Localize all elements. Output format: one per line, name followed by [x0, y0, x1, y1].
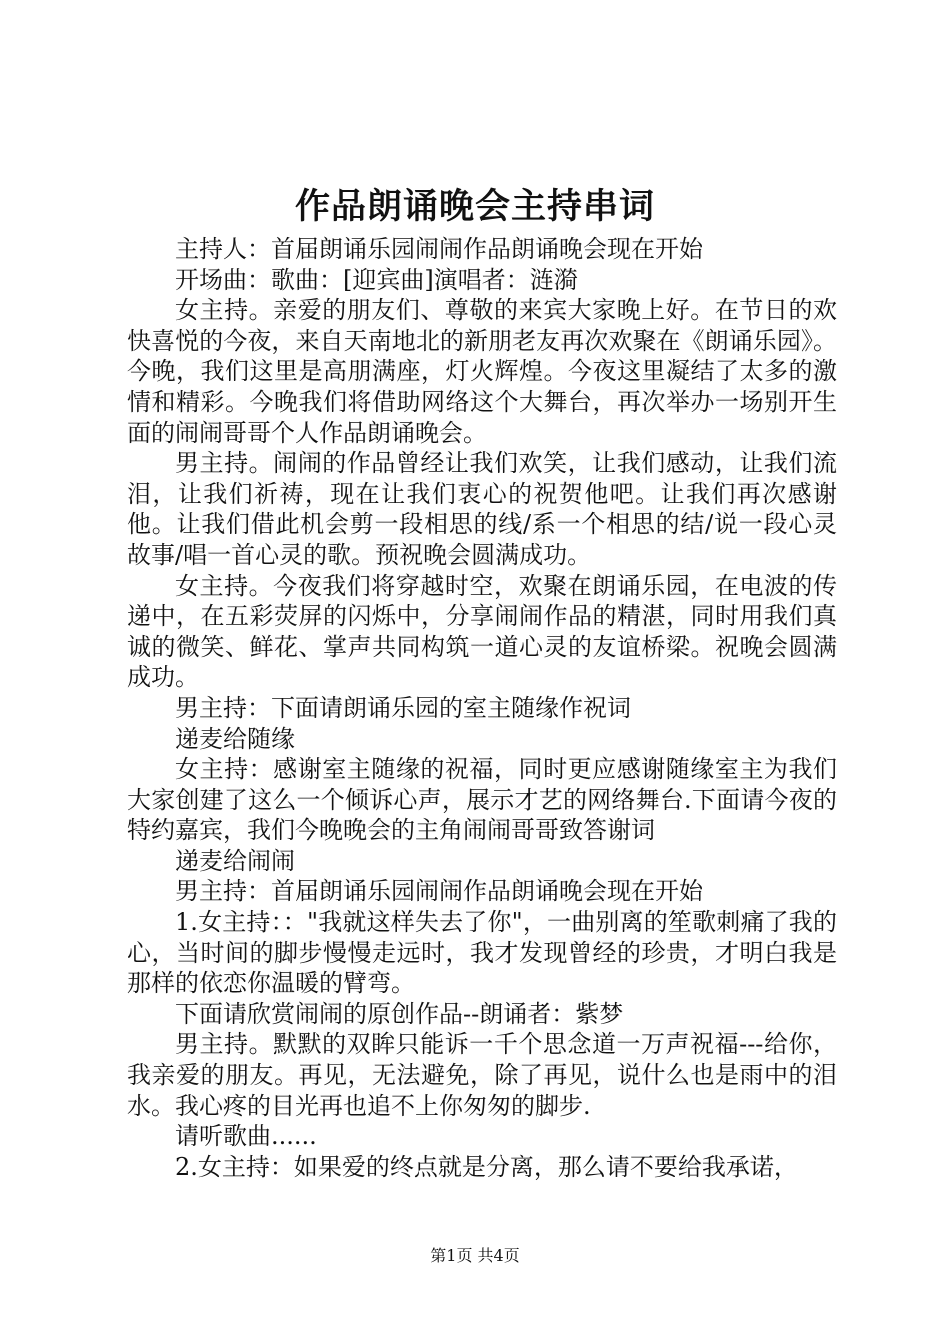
- paragraph: 男主持：下面请朗诵乐园的室主随缘作祝词: [175, 693, 631, 722]
- paragraph: 下面请欣赏闹闹的原创作品--朗诵者：紫梦: [175, 999, 624, 1028]
- paragraph: 1.女主持：："我就这样失去了你"，一曲别离的笙歌刺痛了我的心，当时间的脚步慢慢走远时，我才发现曾经的珍贵，才明白我是那样的依恋你温暖的臂弯。: [127, 908, 837, 998]
- page-number-footer: 第1页 共4页: [430, 1246, 520, 1265]
- paragraph: 女主持：感谢室主随缘的祝福，同时更应感谢随缘室主为我们大家创建了这么一个倾诉心声，展示才艺的网络舞台.下面请今夜的特约嘉宾，我们今晚晚会的主角闹闹哥哥致答谢词: [127, 755, 837, 845]
- document-title: 作品朗诵晚会主持串词: [294, 186, 655, 227]
- document-body: [127, 234, 837, 1182]
- paragraph: 男主持。默默的双眸只能诉一千个思念道一万声祝福---给你，我亲爱的朋友。再见，无法避免，除了再见，说什么也是雨中的泪水。我心疼的目光再也追不上你匆匆的脚步.: [127, 1030, 837, 1120]
- paragraph: 2.女主持：如果爱的终点就是分离，那么请不要给我承诺，: [175, 1152, 798, 1181]
- paragraph: 开场曲：歌曲：[迎宾曲]演唱者：涟漪: [175, 265, 578, 294]
- paragraph: 递麦给闹闹: [175, 846, 295, 875]
- paragraph: 男主持：首届朗诵乐园闹闹作品朗诵晚会现在开始: [175, 877, 703, 906]
- paragraph: 女主持。亲爱的朋友们、尊敬的来宾大家晚上好。在节日的欢快喜悦的今夜，来自天南地北的新朋老友再次欢聚在《朗诵乐园》。今晚，我们这里是高朋满座，灯火辉煌。今夜这里凝结了太多的激情和精彩。今晚我们将借助网络这个大舞台，再次举办一场别开生面的闹闹哥哥个人作品朗诵晚会。: [127, 296, 837, 447]
- paragraph: 主持人：首届朗诵乐园闹闹作品朗诵晚会现在开始: [175, 235, 703, 263]
- paragraph: 递麦给随缘: [175, 724, 295, 753]
- paragraph: 男主持。闹闹的作品曾经让我们欢笑，让我们感动，让我们流泪，让我们祈祷，现在让我们衷心的祝贺他吧。让我们再次感谢他。让我们借此机会剪一段相思的线/系一个相思的结/说一段心灵故事/唱一首心灵的歌。预祝晚会圆满成功。: [127, 449, 837, 569]
- paragraph: 女主持。今夜我们将穿越时空，欢聚在朗诵乐园，在电波的传递中，在五彩荧屏的闪烁中，分享闹闹作品的精湛，同时用我们真诚的微笑、鲜花、掌声共同构筑一道心灵的友谊桥梁。祝晚会圆满成功。: [127, 571, 837, 692]
- paragraph: 请听歌曲......: [175, 1122, 317, 1151]
